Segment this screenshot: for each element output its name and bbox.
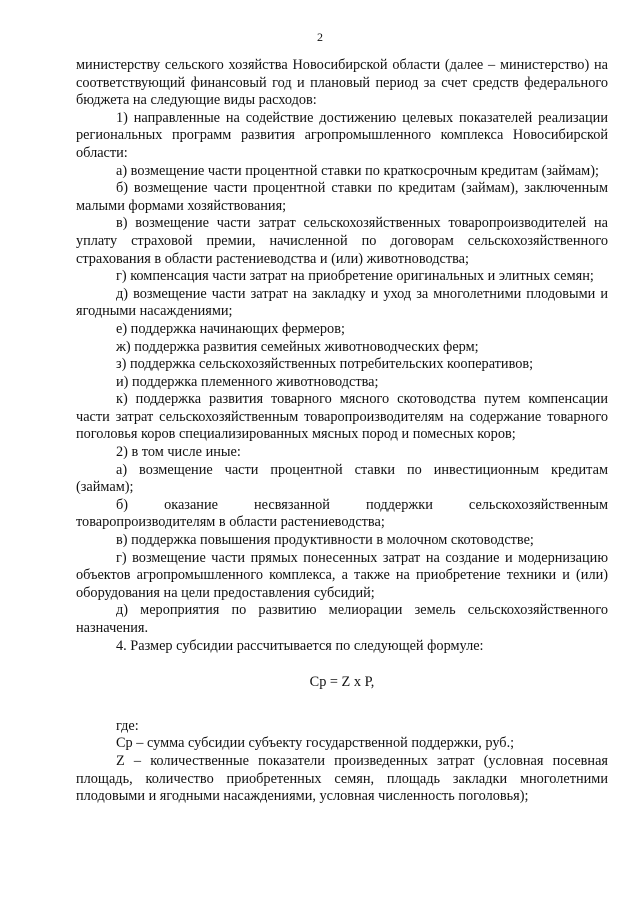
paragraph: з) поддержка сельскохозяйственных потребительских кооперативов; bbox=[116, 356, 534, 373]
paragraph: 1) направленные на содействие достижению целевых показателей реализации региональных программ развития агропромышленного комплекса Новосибирской области: bbox=[76, 109, 608, 161]
formula-definitions bbox=[76, 718, 608, 806]
paragraph: а) возмещение части процентной ставки по инвестиционным кредитам (займам); bbox=[76, 461, 608, 496]
paragraph: д) мероприятия по развитию мелиорации земель сельскохозяйственного назначения. bbox=[76, 602, 608, 636]
paragraph: в) возмещение части затрат сельскохозяйственных товаропроизводителей на уплату страховой премии, начисленной по договорам сельскохозяйственного страхования в области растениеводства и (или) животноводства; bbox=[76, 215, 608, 267]
paragraph: в) поддержка повышения продуктивности в молочном скотоводстве; bbox=[116, 532, 534, 549]
paragraph: к) поддержка развития товарного мясного скотоводства путем компенсации части затрат сельскохозяйственным товаропроизводителям на содержание товарного поголовья коров специализированных мясных пород и помесных коров; bbox=[76, 391, 608, 443]
paragraph: министерству сельского хозяйства Новосибирской области (далее – министерство) на соответствующий финансовый год и плановый период за счет средств федерального бюджета на следующие виды расходов: bbox=[76, 57, 608, 109]
paragraph: Z – количественные показатели произведенных затрат (условная посевная площадь, количество приобретенных семян, площадь закладки многолетними плодовыми и ягодными насаждениями, условная численность поголовья); bbox=[76, 752, 608, 805]
subsidy-formula: Ср = Z х Р, bbox=[309, 674, 375, 691]
page-number: 2 bbox=[317, 30, 323, 44]
paragraph: г) возмещение части прямых понесенных затрат на создание и модернизацию объектов агропромышленного комплекса, а также на приобретение техники и (или) оборудования на цели предоставления субсидий; bbox=[76, 549, 608, 601]
paragraph: и) поддержка племенного животноводства; bbox=[116, 373, 379, 390]
paragraph: 2) в том числе иные: bbox=[116, 444, 241, 461]
paragraph: д) возмещение части затрат на закладку и уход за многолетними плодовыми и ягодными насаждениями; bbox=[76, 285, 608, 320]
paragraph: 4. Размер субсидии рассчитывается по следующей формуле: bbox=[116, 637, 484, 654]
paragraph: е) поддержка начинающих фермеров; bbox=[116, 320, 345, 337]
paragraph: Ср – сумма субсидии субъекту государственной поддержки, руб.; bbox=[116, 735, 515, 752]
paragraph: б) возмещение части процентной ставки по кредитам (займам), заключенным малыми формами хозяйствования; bbox=[76, 180, 608, 214]
paragraph: а) возмещение части процентной ставки по краткосрочным кредитам (займам); bbox=[116, 162, 599, 179]
document-body bbox=[76, 57, 608, 806]
paragraph: где: bbox=[116, 717, 139, 734]
paragraph: г) компенсация части затрат на приобретение оригинальных и элитных семян; bbox=[116, 268, 594, 285]
paragraph: б) оказание несвязанной поддержки сельскохозяйственным товаропроизводителям в области растениеводства; bbox=[76, 496, 608, 531]
paragraph: ж) поддержка развития семейных животноводческих ферм; bbox=[116, 338, 479, 355]
paragraph-block bbox=[76, 57, 608, 655]
